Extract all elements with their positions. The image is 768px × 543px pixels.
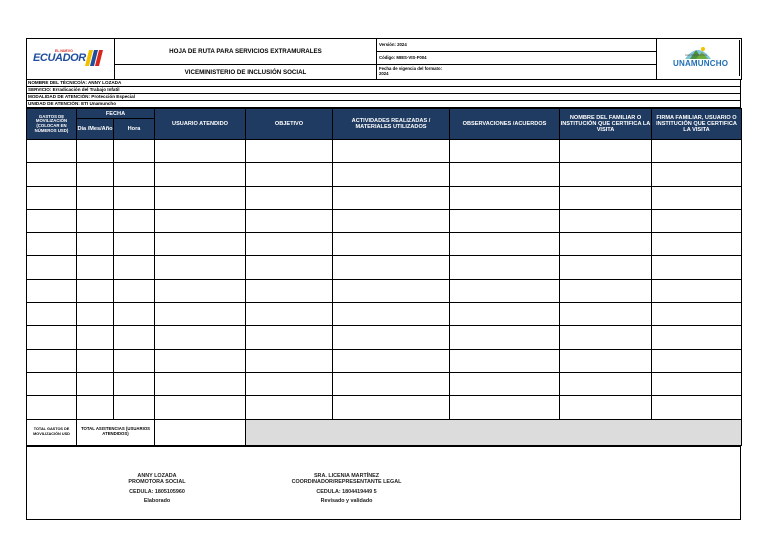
cell-dia[interactable] [77, 349, 114, 372]
signature-table [26, 446, 741, 520]
cell-firma-familiar[interactable] [652, 303, 742, 326]
cell-firma-familiar[interactable] [652, 233, 742, 256]
cell-dia[interactable] [77, 233, 114, 256]
table-row [27, 349, 742, 372]
total-asistencias-label: TOTAL ASISTENCIAS (USUARIOS ATENDIDOS) [77, 419, 155, 445]
cell-gastos[interactable] [27, 326, 77, 349]
cell-firma-familiar[interactable] [652, 396, 742, 419]
signature-right [274, 473, 419, 505]
cell-objetivo[interactable] [246, 326, 333, 349]
viceministry-label: VICEMINISTERIO DE INCLUSIÓN SOCIAL [115, 65, 377, 80]
total-shaded-area [246, 419, 742, 445]
cell-usuario[interactable] [155, 349, 246, 372]
right-action: Revisado y validado [320, 498, 373, 505]
table-row [27, 326, 742, 349]
cell-hora[interactable] [114, 186, 155, 209]
right-id: CEDULA: 1804419449 5 [316, 488, 377, 495]
cell-gastos[interactable] [27, 186, 77, 209]
cell-hora[interactable] [114, 326, 155, 349]
validity-label [377, 65, 657, 80]
cell-actividades[interactable] [333, 256, 450, 279]
cell-gastos[interactable] [27, 140, 77, 163]
cell-dia[interactable] [77, 140, 114, 163]
cell-hora[interactable] [114, 396, 155, 419]
cell-hora[interactable] [114, 209, 155, 232]
cell-dia[interactable] [77, 279, 114, 302]
cell-objetivo[interactable] [246, 303, 333, 326]
cell-actividades[interactable] [333, 349, 450, 372]
cell-actividades[interactable] [333, 279, 450, 302]
total-gastos-label: TOTAL GASTOS DE MOVILIZACIÓN USD [27, 419, 77, 445]
cell-usuario[interactable] [155, 279, 246, 302]
col-fecha: FECHA [77, 109, 155, 119]
cell-dia[interactable] [77, 326, 114, 349]
cell-nombre-familiar[interactable] [560, 396, 652, 419]
info-table [26, 80, 741, 108]
cell-observaciones[interactable] [450, 186, 560, 209]
cell-objetivo[interactable] [246, 209, 333, 232]
service-field: SERVICIO: Erradicación del Trabajo Infatil [27, 87, 741, 94]
cell-objetivo[interactable] [246, 349, 333, 372]
cell-firma-familiar[interactable] [652, 163, 742, 186]
cell-hora[interactable] [114, 233, 155, 256]
cell-dia[interactable] [77, 163, 114, 186]
cell-firma-familiar[interactable] [652, 140, 742, 163]
cell-dia[interactable] [77, 396, 114, 419]
cell-nombre-familiar[interactable] [560, 279, 652, 302]
cell-observaciones[interactable] [450, 140, 560, 163]
cell-usuario[interactable] [155, 256, 246, 279]
cell-firma-familiar[interactable] [652, 186, 742, 209]
cell-nombre-familiar[interactable] [560, 303, 652, 326]
cell-actividades[interactable] [333, 233, 450, 256]
cell-nombre-familiar[interactable] [560, 209, 652, 232]
modality-field: MODALIDAD DE ATENCIÓN: Protección Especial [27, 94, 741, 101]
cell-usuario[interactable] [155, 163, 246, 186]
cell-nombre-familiar[interactable] [560, 326, 652, 349]
table-row [27, 233, 742, 256]
col-dia: Día /Mes/Año [77, 119, 114, 140]
table-body [27, 140, 742, 420]
cell-nombre-familiar[interactable] [560, 372, 652, 395]
logo-text: ECUADOR [33, 52, 86, 64]
cell-objetivo[interactable] [246, 372, 333, 395]
cell-objetivo[interactable] [246, 186, 333, 209]
cell-nombre-familiar[interactable] [560, 186, 652, 209]
cell-actividades[interactable] [333, 326, 450, 349]
route-sheet [26, 38, 741, 520]
table-row [27, 303, 742, 326]
table-row [27, 209, 742, 232]
cell-gastos[interactable] [27, 279, 77, 302]
cell-gastos[interactable] [27, 349, 77, 372]
cell-hora[interactable] [114, 140, 155, 163]
cell-hora[interactable] [114, 256, 155, 279]
header-table [26, 38, 742, 80]
validity-line-2: 2024 [379, 71, 389, 76]
left-name: ANNY LOZADA [137, 472, 177, 479]
cell-objetivo[interactable] [246, 256, 333, 279]
unamuncho-logo [657, 39, 742, 80]
cell-dia[interactable] [77, 209, 114, 232]
cell-usuario[interactable] [155, 326, 246, 349]
cell-nombre-familiar[interactable] [560, 349, 652, 372]
cell-gastos[interactable] [27, 372, 77, 395]
cell-observaciones[interactable] [450, 372, 560, 395]
ecuador-logo [27, 39, 115, 80]
cell-nombre-familiar[interactable] [560, 163, 652, 186]
unit-field: UNIDAD DE ATENCIÓN: ETI Unamuncho [27, 101, 741, 108]
cell-actividades[interactable] [333, 209, 450, 232]
right-role: COORDINADOR/REPRESENTANTE LEGAL [291, 479, 402, 486]
cell-gastos[interactable] [27, 303, 77, 326]
code-label: Código: MIES-VIS-F004 [377, 52, 657, 65]
cell-hora[interactable] [114, 349, 155, 372]
validity-line-1: Fecha de vigencia del formato: [379, 66, 443, 72]
right-edge-mark [739, 40, 740, 76]
cell-nombre-familiar[interactable] [560, 140, 652, 163]
cell-actividades[interactable] [333, 186, 450, 209]
cell-hora[interactable] [114, 303, 155, 326]
col-nombre-familiar: NOMBRE DEL FAMILIAR O INSTITUCIÓN QUE CERTIFICA LA VISITA [560, 109, 652, 140]
cell-hora[interactable] [114, 163, 155, 186]
cell-dia[interactable] [77, 186, 114, 209]
col-objetivo: OBJETIVO [246, 109, 333, 140]
cell-observaciones[interactable] [450, 209, 560, 232]
col-usuario: USUARIO ATENDIDO [155, 109, 246, 140]
right-name: SRA. LICENIA MARTÍNEZ [313, 472, 380, 479]
right-logo-small: GAD PARROQUIAL [685, 54, 708, 57]
cell-dia[interactable] [77, 303, 114, 326]
cell-objetivo[interactable] [246, 279, 333, 302]
cell-firma-familiar[interactable] [652, 326, 742, 349]
cell-actividades[interactable] [333, 303, 450, 326]
cell-observaciones[interactable] [450, 303, 560, 326]
signature-area [27, 446, 741, 519]
table-row [27, 256, 742, 279]
col-hora: Hora [114, 119, 155, 140]
cell-hora[interactable] [114, 372, 155, 395]
cell-firma-familiar[interactable] [652, 349, 742, 372]
col-firma-familiar: FIRMA FAMILIAR, USUARIO O INSTITUCIÓN QUE CERTIFICA LA VISITA [652, 109, 742, 140]
cell-gastos[interactable] [27, 256, 77, 279]
cell-gastos[interactable] [27, 209, 77, 232]
table-row [27, 163, 742, 186]
cell-usuario[interactable] [155, 233, 246, 256]
cell-usuario[interactable] [155, 372, 246, 395]
signature-left [97, 473, 217, 505]
cell-hora[interactable] [114, 279, 155, 302]
cell-gastos[interactable] [27, 233, 77, 256]
technician-field: NOMBRE DEL TÉCNICO/A: ANNY LOZADA [27, 80, 741, 87]
version-label: Versión: 2024 [377, 39, 657, 52]
logo-small-text: EL NUEVO [55, 49, 73, 53]
document-title: HOJA DE RUTA PARA SERVICIOS EXTRAMURALES [115, 39, 377, 65]
cell-objetivo[interactable] [246, 396, 333, 419]
cell-actividades[interactable] [333, 396, 450, 419]
cell-dia[interactable] [77, 256, 114, 279]
cell-observaciones[interactable] [450, 256, 560, 279]
cell-usuario[interactable] [155, 140, 246, 163]
table-row [27, 140, 742, 163]
cell-actividades[interactable] [333, 163, 450, 186]
col-gastos: GASTOS DE MOVILIZACIÓN (COLOCAR EN NÚMEROS USD) [27, 109, 77, 140]
cell-actividades[interactable] [333, 372, 450, 395]
cell-usuario[interactable] [155, 396, 246, 419]
cell-gastos[interactable] [27, 396, 77, 419]
cell-actividades[interactable] [333, 140, 450, 163]
cell-usuario[interactable] [155, 186, 246, 209]
right-logo-text: UNAMUNCHO [673, 59, 729, 68]
col-actividades: ACTIVIDADES REALIZADAS / MATERIALES UTILIZADOS [333, 109, 450, 140]
table-row [27, 372, 742, 395]
cell-firma-familiar[interactable] [652, 279, 742, 302]
cell-observaciones[interactable] [450, 396, 560, 419]
cell-observaciones[interactable] [450, 349, 560, 372]
col-observaciones: OBSERVACIONES /ACUERDOS [450, 109, 560, 140]
cell-usuario[interactable] [155, 209, 246, 232]
cell-dia[interactable] [77, 372, 114, 395]
cell-observaciones[interactable] [450, 279, 560, 302]
cell-observaciones[interactable] [450, 233, 560, 256]
cell-objetivo[interactable] [246, 163, 333, 186]
cell-usuario[interactable] [155, 303, 246, 326]
cell-objetivo[interactable] [246, 140, 333, 163]
cell-observaciones[interactable] [450, 163, 560, 186]
cell-nombre-familiar[interactable] [560, 233, 652, 256]
left-action: Elaborado [143, 498, 171, 505]
table-row [27, 279, 742, 302]
left-id: CEDULA: 1805105960 [129, 488, 185, 495]
cell-gastos[interactable] [27, 163, 77, 186]
cell-firma-familiar[interactable] [652, 256, 742, 279]
flag-stripes-icon [85, 50, 105, 71]
table-row [27, 396, 742, 419]
cell-observaciones[interactable] [450, 326, 560, 349]
table-row [27, 186, 742, 209]
activity-table [26, 108, 742, 446]
left-role: PROMOTORA SOCIAL [128, 479, 186, 486]
total-asistencias-value[interactable] [155, 419, 246, 445]
cell-objetivo[interactable] [246, 233, 333, 256]
cell-nombre-familiar[interactable] [560, 256, 652, 279]
cell-firma-familiar[interactable] [652, 209, 742, 232]
cell-firma-familiar[interactable] [652, 372, 742, 395]
